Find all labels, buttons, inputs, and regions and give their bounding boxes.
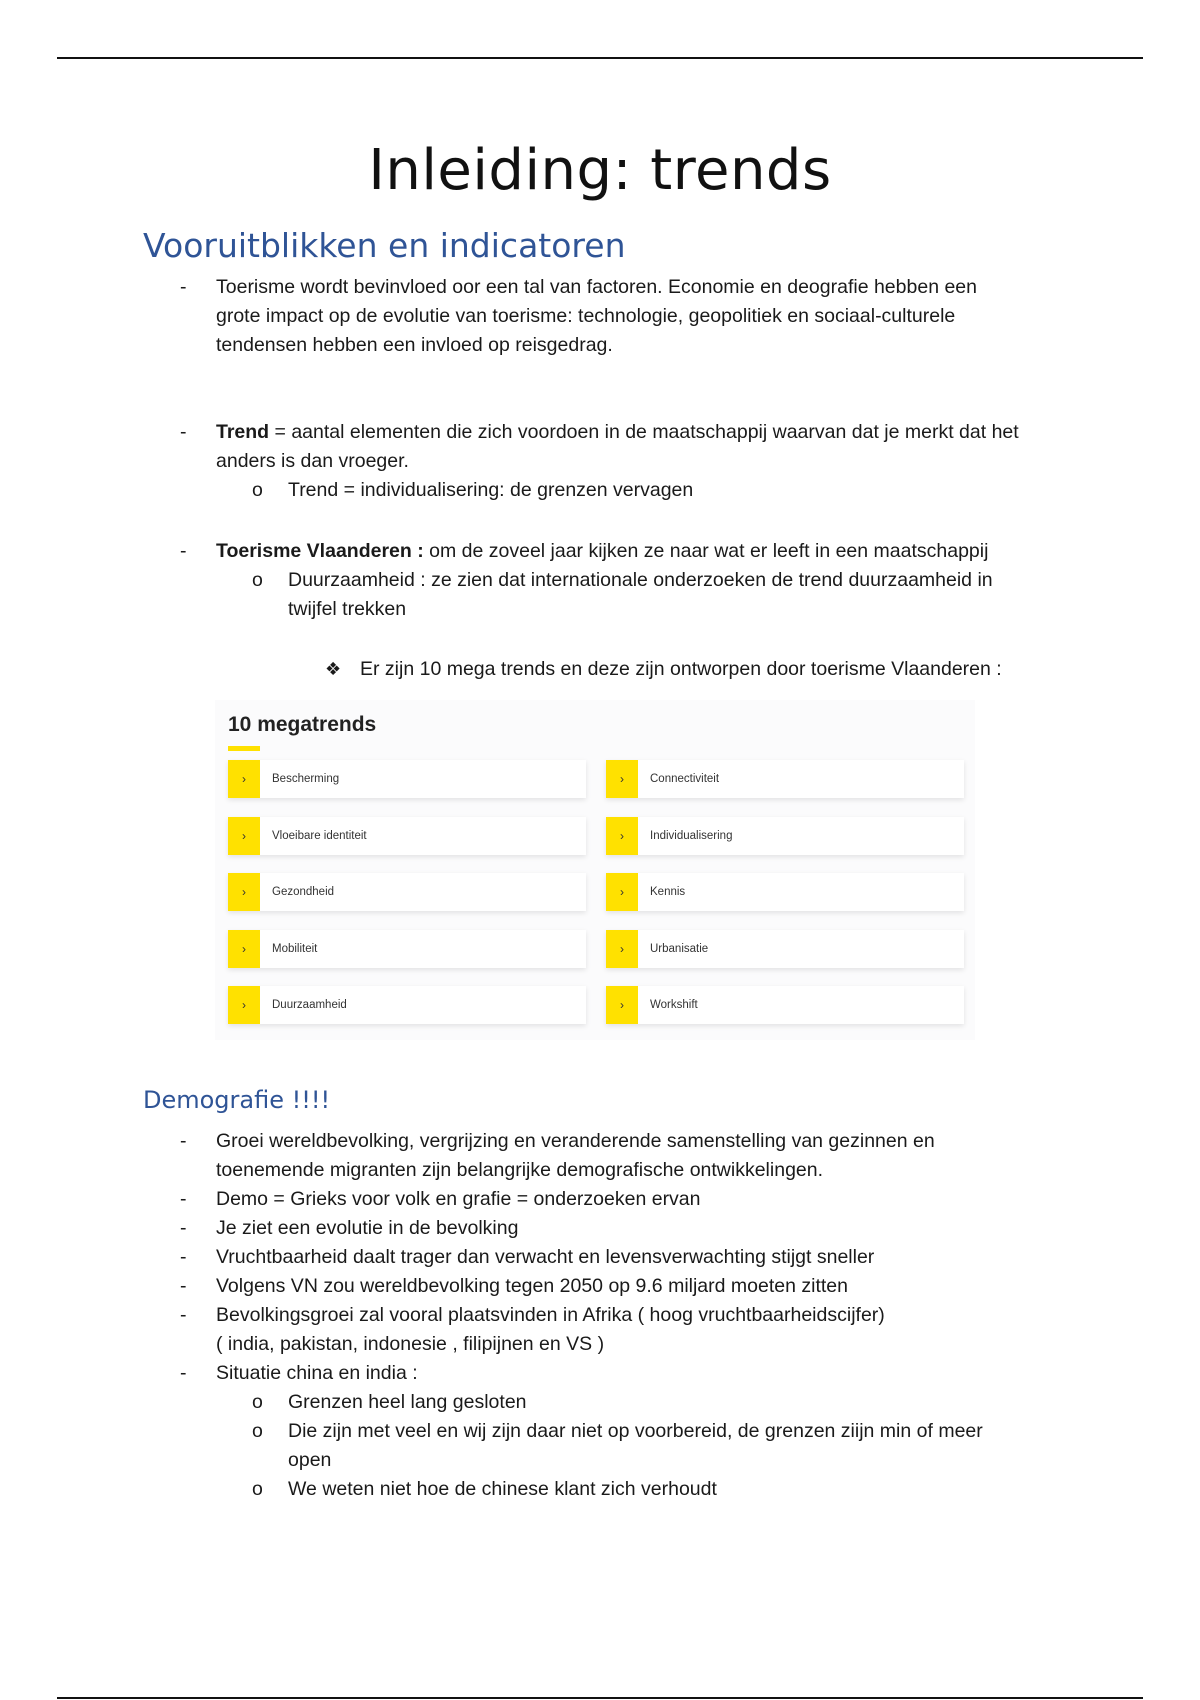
toerisme-vlaanderen-term: Toerisme Vlaanderen : [216,540,424,562]
list-item: - Je ziet een evolutie in de bevolking [180,1217,519,1239]
list-item: - Groei wereldbevolking, vergrijzing en veranderende samenstelling van gezinnen en toenemende migranten zijn belangrijke demografische ontwikkelingen. [180,1130,935,1181]
sub-list-item: o Duurzaamheid : ze zien dat internationale onderzoeken de trend duurzaamheid in twijfel trekken [252,569,993,620]
megatrends-figure [215,700,975,1040]
megatrend-item[interactable]: › Kennis [606,873,964,911]
chevron-right-icon: › [606,986,638,1024]
diamond-list-item: ❖ Er zijn 10 mega trends en deze zijn ontworpen door toerisme Vlaanderen : [0,655,1120,684]
trend-definition [0,418,1200,505]
megatrend-item[interactable]: › Individualisering [606,817,964,855]
chevron-right-icon: › [228,873,260,911]
chevron-right-icon: › [228,986,260,1024]
sub-list-item: o Trend = individualisering: de grenzen vervagen [252,479,694,501]
megatrends-title: 10 megatrends [228,713,377,736]
chevron-right-icon: › [606,817,638,855]
chevron-right-icon: › [228,760,260,798]
list-item: - Trend = aantal elementen die zich voordoen in de maatschappij waarvan dat je merkt dat het anders is dan vroeger. [180,421,1019,472]
chevron-right-icon: › [228,930,260,968]
chevron-right-icon: › [228,817,260,855]
megatrend-item[interactable]: › Urbanisatie [606,930,964,968]
chevron-right-icon: › [606,873,638,911]
header-rule [57,57,1143,59]
list-item: - Bevolkingsgroei zal vooral plaatsvinden in Afrika ( hoog vruchtbaarheidscijfer) ( india, pakistan, indonesie , filipijnen en VS ) [180,1304,885,1355]
toerisme-vlaanderen [0,537,1200,624]
sub-list-item: o We weten niet hoe de chinese klant zich verhoudt [252,1478,717,1500]
section2-body [0,1127,1200,1504]
megatrend-item[interactable]: › Duurzaamheid [228,986,586,1024]
title-underline [228,746,260,751]
list-item: - Toerisme wordt bevinvloed oor een tal van factoren. Economie en deografie hebben een grote impact op de evolutie van toerisme: technologie, geopolitiek en sociaal-culturele tendensen hebben een invloed op reisgedrag. [180,276,977,356]
megatrend-item[interactable]: › Bescherming [228,760,586,798]
megatrend-item[interactable]: › Connectiviteit [606,760,964,798]
page-title: Inleiding: trends [368,138,832,203]
megatrend-item[interactable]: › Vloeibare identiteit [228,817,586,855]
megatrend-item[interactable]: › Workshift [606,986,964,1024]
section-heading-demografie: Demografie !!!! [143,1086,331,1114]
chevron-right-icon: › [606,760,638,798]
list-item: - Toerisme Vlaanderen : om de zoveel jaar kijken ze naar wat er leeft in een maatschappij [180,540,989,562]
list-item: - Volgens VN zou wereldbevolking tegen 2050 op 9.6 miljard moeten zitten [180,1275,848,1297]
section1-body [0,273,1200,360]
megatrend-item[interactable]: › Mobiliteit [228,930,586,968]
sub-list-item: o Die zijn met veel en wij zijn daar niet op voorbereid, de grenzen ziijn min of meer open [252,1420,983,1471]
sub-list-item: o Grenzen heel lang gesloten [252,1391,527,1413]
list-item: - Situatie china en india : [180,1362,418,1384]
megatrend-item[interactable]: › Gezondheid [228,873,586,911]
trend-term: Trend [216,421,270,443]
diamond-bullet-icon: ❖ [325,659,342,679]
list-item: - Demo = Grieks voor volk en grafie = onderzoeken ervan [180,1188,701,1210]
megatrends-intro [0,655,1200,684]
list-item: - Vruchtbaarheid daalt trager dan verwacht en levensverwachting stijgt sneller [180,1246,875,1268]
footer-rule [57,1697,1143,1699]
chevron-right-icon: › [606,930,638,968]
section-heading-vooruitblikken: Vooruitblikken en indicatoren [143,226,626,265]
